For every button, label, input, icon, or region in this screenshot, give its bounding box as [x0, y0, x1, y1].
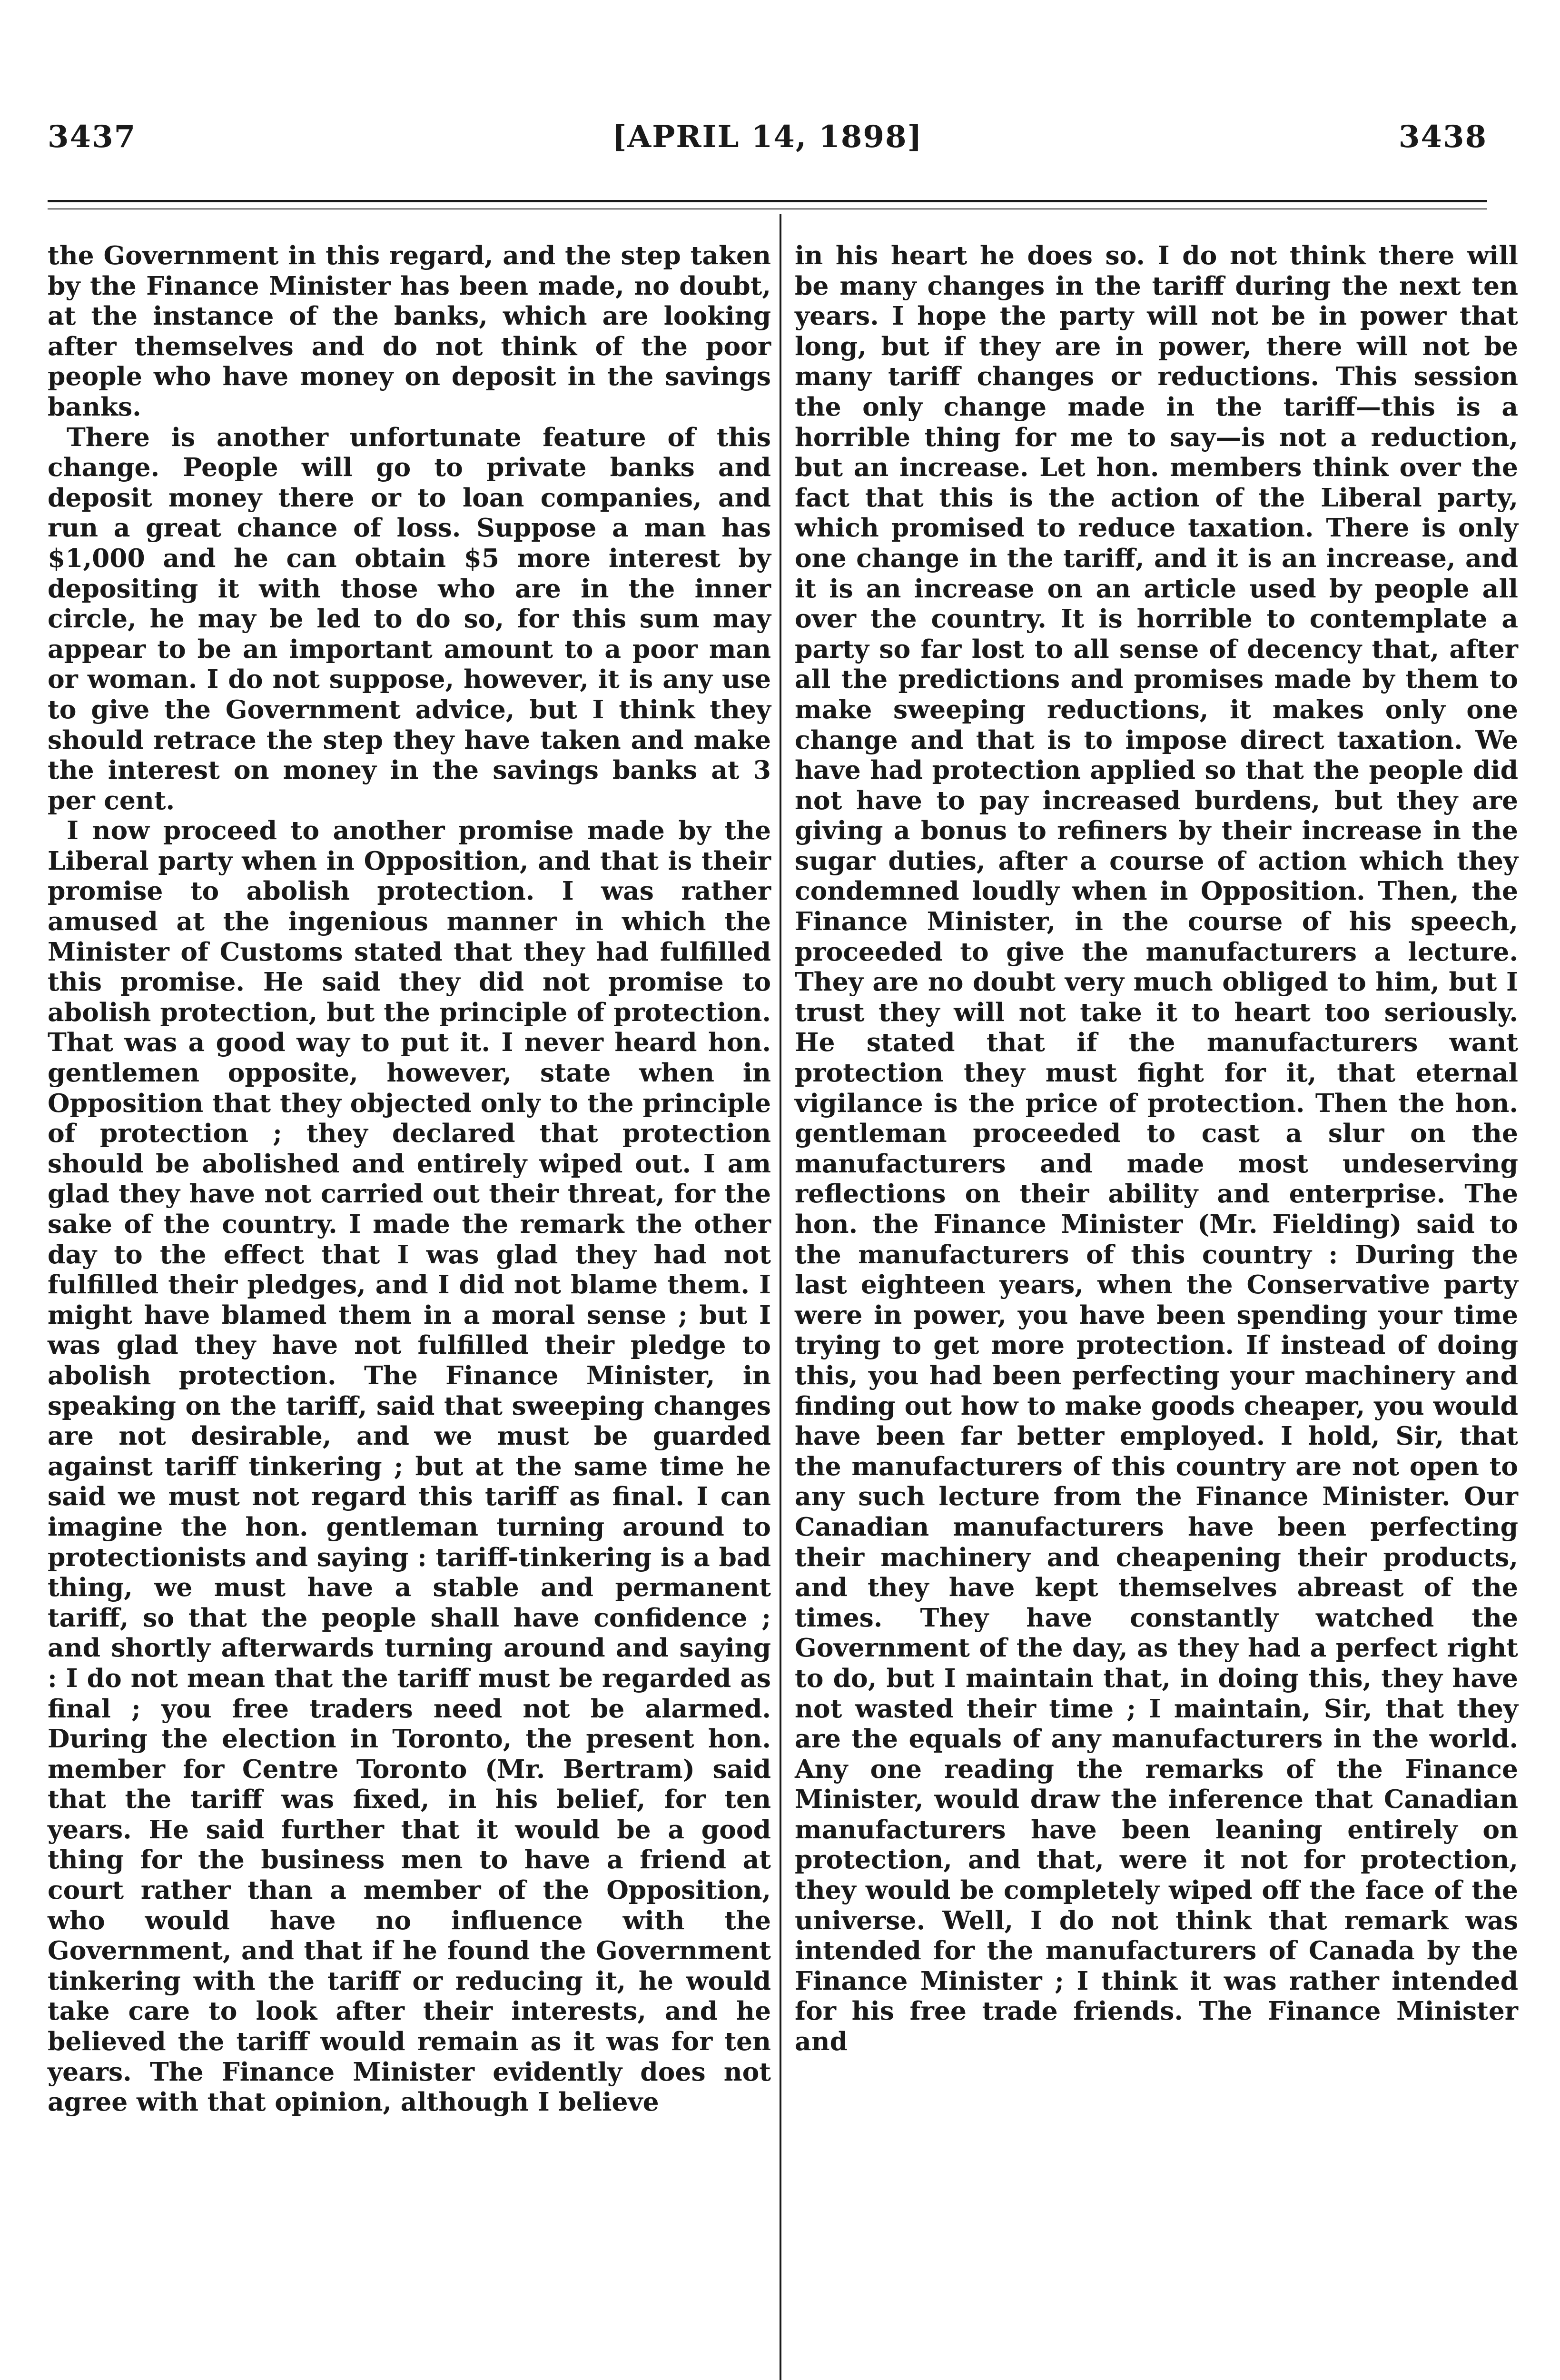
column-divider	[780, 214, 781, 2380]
paragraph: the Government in this regard, and the step taken by the Finance Minister has been made, no doubt, at the instance of the banks, which are looking after themselves and do not think of the poor people who have money on deposit in the savings banks.	[48, 240, 771, 422]
page-header	[48, 119, 1487, 162]
header-rule-thin	[48, 208, 1487, 209]
left-column	[48, 240, 771, 2117]
paragraph: in his heart he does so. I do not think there will be many changes in the tariff during the next ten years. I hope the party will not be in power that long, but if they are in power, there will not be many tariff changes or reductions. This session the only change made in the tariff—this is a horrible thing for me to say—is not a reduction, but an increase. Let hon. members think over the fact that this is the action of the Liberal party, which promised to reduce taxation. There is only one change in the tariff, and it is an increase, and it is an increase on an article used by people all over the country. It is horrible to contemplate a party so far lost to all sense of decency that, after all the predictions and promises made by them to make sweeping reductions, it makes only one change and that is to impose direct taxation. We have had protection applied so that the people did not have to pay increased burdens, but they are giving a bonus to refiners by their increase in the sugar duties, after a course of action which they condemned loudly when in Opposition. Then, the Finance Minister, in the course of his speech, proceeded to give the manufacturers a lecture. They are no doubt very much obliged to him, but I trust they will not take it to heart too seriously. He stated that if the manufacturers want protection they must fight for it, that eternal vigilance is the price of protection. Then the hon. gentleman proceeded to cast a slur on the manufacturers and made most undeserving reflections on their ability and enterprise. The hon. the Finance Minister (Mr. Fielding) said to the manufacturers of this country : During the last eighteen years, when the Conservative party were in power, you have been spending your time trying to get more protection. If instead of doing this, you had been perfecting your machinery and finding out how to make goods cheaper, you would have been far better employed. I hold, Sir, that the manufacturers of this country are not open to any such lecture from the Finance Minister. Our Canadian manufacturers have been perfecting their machinery and cheapening their products, and they have kept themselves abreast of the times. They have constantly watched the Government of the day, as they had a perfect right to do, but I maintain that, in doing this, they have not wasted their time ; I maintain, Sir, that they are the equals of any manufacturers in the world. Any one reading the remarks of the Finance Minister, would draw the inference that Canadian manufacturers have been leaning entirely on protection, and that, were it not for protection, they would be completely wiped off the face of the universe. Well, I do not think that remark was intended for the manufacturers of Canada by the Finance Minister ; I think it was rather intended for his free trade friends. The Finance Minister and	[795, 240, 1518, 2057]
header-rule-thick	[48, 200, 1487, 202]
page-number-left: 3437	[48, 119, 137, 155]
paragraph: I now proceed to another promise made by the Liberal party when in Opposition, and that is their promise to abolish protection. I was rather amused at the ingenious manner in which the Minister of Customs stated that they had fulfilled this promise. He said they did not promise to abolish protection, but the principle of protection. That was a good way to put it. I never heard hon. gentlemen opposite, however, state when in Opposition that they objected only to the principle of protection ; they declared that protection should be abolished and entirely wiped out. I am glad they have not carried out their threat, for the sake of the country. I made the remark the other day to the effect that I was glad they had not fulfilled their pledges, and I did not blame them. I might have blamed them in a moral sense ; but I was glad they have not fulfilled their pledge to abolish protection. The Finance Minister, in speaking on the tariff, said that sweeping changes are not desirable, and we must be guarded against tariff tinkering ; but at the same time he said we must not regard this tariff as final. I can imagine the hon. gentleman turning around to protectionists and saying : tariff-tinkering is a bad thing, we must have a stable and permanent tariff, so that the people shall have confidence ; and shortly afterwards turning around and saying : I do not mean that the tariff must be regarded as final ; you free traders need not be alarmed. During the election in Toronto, the present hon. member for Centre Toronto (Mr. Bertram) said that the tariff was fixed, in his belief, for ten years. He said further that it would be a good thing for the business men to have a friend at court rather than a member of the Opposition, who would have no influence with the Government, and that if he found the Government tinkering with the tariff or reducing it, he would take care to look after their interests, and he believed the tariff would remain as it was for ten years. The Finance Minister evidently does not agree with that opinion, although I believe	[48, 815, 771, 2117]
paragraph: There is another unfortunate feature of this change. People will go to private banks and deposit money there or to loan companies, and run a great chance of loss. Suppose a man has $1,000 and he can obtain $5 more interest by depositing it with those who are in the inner circle, he may be led to do so, for this sum may appear to be an important amount to a poor man or woman. I do not suppose, however, it is any use to give the Government advice, but I think they should retrace the step they have taken and make the interest on money in the savings banks at 3 per cent.	[48, 422, 771, 815]
page-number-right: 3438	[1398, 119, 1487, 155]
header-date: [APRIL 14, 1898]	[612, 119, 923, 155]
right-column	[795, 240, 1518, 2057]
